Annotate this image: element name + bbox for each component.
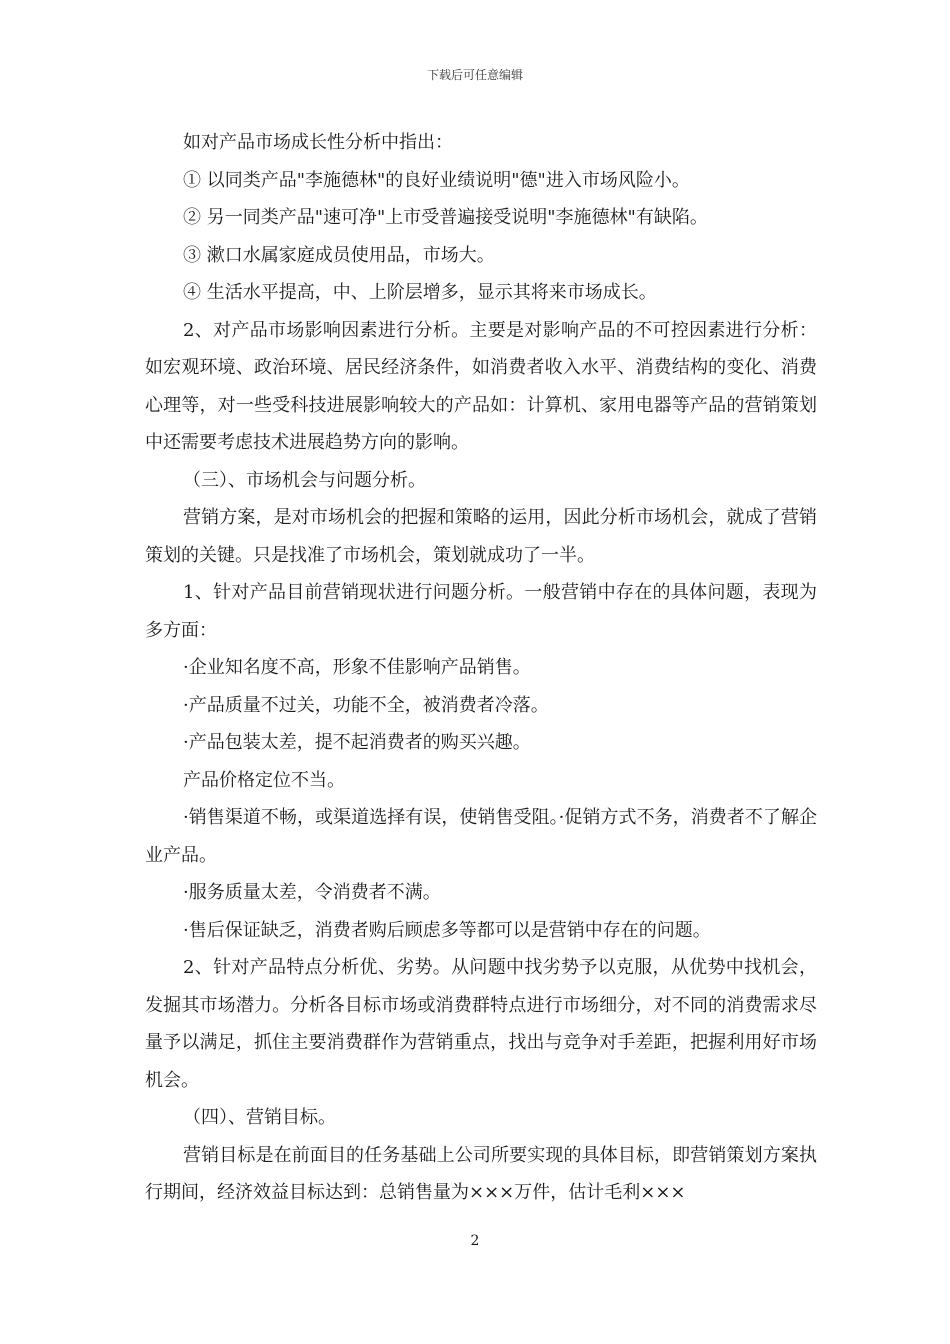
paragraph-growth-intro: 如对产品市场成长性分析中指出：	[183, 132, 453, 153]
section-heading-3: （三）、市场机会与问题分析。	[183, 469, 426, 491]
bullet-item-quality: ·产品质量不过关，功能不全，被消费者冷落。	[183, 694, 549, 716]
document-body	[145, 124, 817, 1212]
list-item-circled-1: ① 以同类产品"李施德林"的良好业绩说明"德"进入市场风险小。	[183, 169, 690, 191]
bullet-item-service: ·服务质量太差，令消费者不满。	[183, 882, 441, 903]
bullet-item-channels: ·销售渠道不畅，或渠道选择有误，使销售受阻。·促销方式不务，消费者不了解企业产品。	[145, 807, 817, 866]
paragraph-problem-analysis: 1、针对产品目前营销现状进行问题分析。一般营销中存在的具体问题，表现为多方面：	[145, 582, 817, 641]
paragraph-pricing: 产品价格定位不当。	[183, 769, 345, 791]
list-item-circled-2: ② 另一同类产品"速可净"上市受普遍接受说明"李施德林"有缺陷。	[183, 207, 708, 228]
section-heading-4: （四）、营销目标。	[183, 1107, 336, 1128]
paragraph-marketing-goals: 营销目标是在前面目的任务基础上公司所要实现的具体目标，即营销策划方案执行期间，经济效益目标达到：总销售量为×××万件，估计毛利×××	[145, 1144, 817, 1203]
bullet-item-after-sales: ·售后保证缺乏，消费者购后顾虑多等都可以是营销中存在的问题。	[183, 919, 711, 941]
paragraph-influence-factors: 2、对产品市场影响因素进行分析。主要是对影响产品的不可控因素进行分析：如宏观环境、政治环境、居民经济条件，如消费者收入水平、消费结构的变化、消费心理等，对一些受科技进展影响较大的产品如：计算机、家用电器等产品的营销策划中还需要考虑技术进展趋势方向的影响。	[145, 319, 817, 453]
bullet-item-awareness: ·企业知名度不高，形象不佳影响产品销售。	[183, 657, 531, 678]
page-header: 下载后可任意编辑	[426, 68, 523, 82]
paragraph-marketing-plan: 营销方案，是对市场机会的把握和策略的运用，因此分析市场机会，就成了营销策划的关键。只是找准了市场机会，策划就成功了一半。	[145, 507, 817, 566]
list-item-circled-4: ④ 生活水平提高，中、上阶层增多，显示其将来市场成长。	[183, 282, 657, 303]
page-number: 2	[470, 1233, 480, 1249]
paragraph-strengths-weaknesses: 2、针对产品特点分析优、劣势。从问题中找劣势予以克服，从优势中找机会，发掘其市场潜力。分析各目标市场或消费群特点进行市场细分，对不同的消费需求尽量予以满足，抓住主要消费群作为营销重点，找出与竞争对手差距，把握利用好市场机会。	[145, 957, 817, 1091]
bullet-item-packaging: ·产品包装太差，提不起消费者的购买兴趣。	[183, 732, 531, 753]
list-item-circled-3: ③ 漱口水属家庭成员使用品，市场大。	[183, 244, 495, 266]
